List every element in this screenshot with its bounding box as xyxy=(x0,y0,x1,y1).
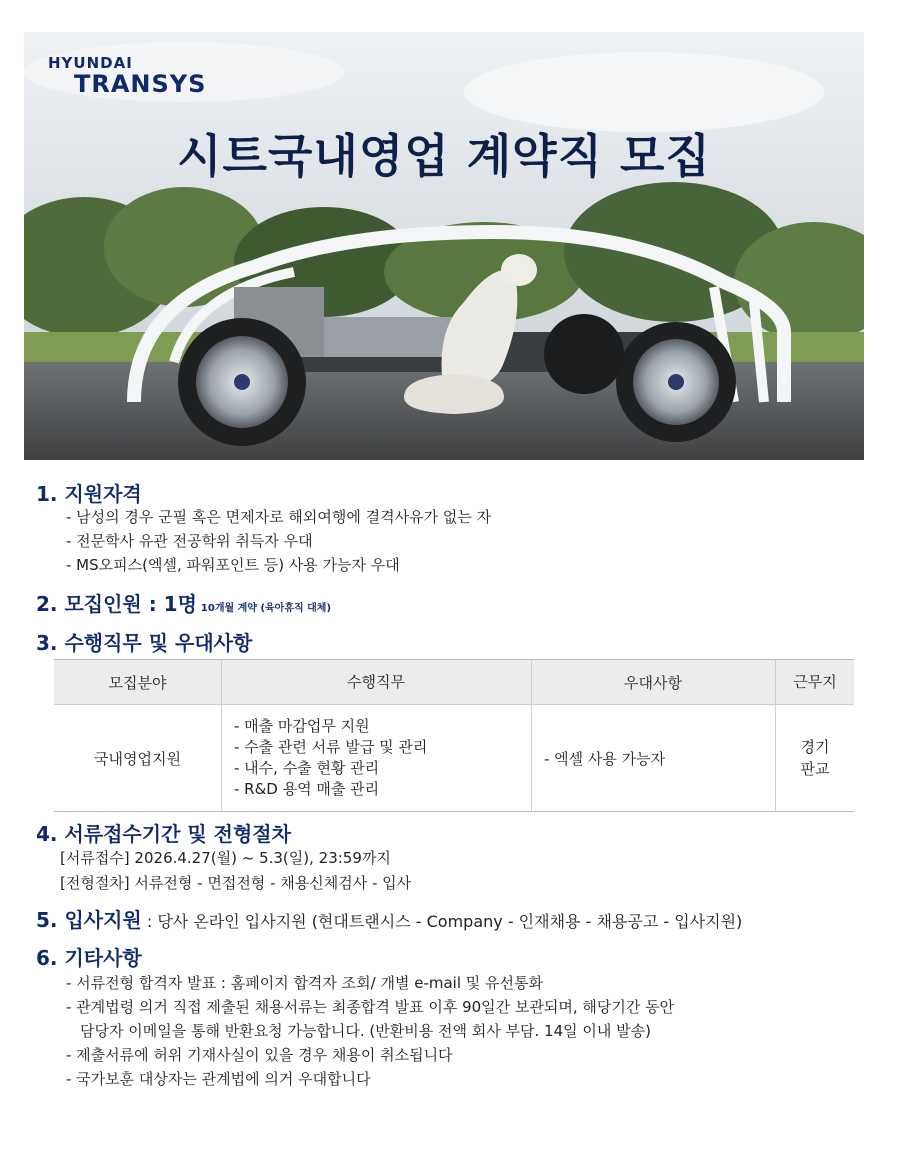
duty-item: - 내수, 수출 현황 관리 xyxy=(234,759,380,777)
duty-table xyxy=(54,659,854,812)
duty-item: - R&D 용역 매출 관리 xyxy=(234,780,380,798)
s1-item-2: - 전문학사 유관 전공학위 취득자 우대 xyxy=(66,532,313,550)
hero-banner xyxy=(24,32,864,460)
page-title: 시트국내영업 계약직 모집 xyxy=(177,129,711,183)
section-5-text: : 당사 온라인 입사지원 (현대트랜시스 - Company - 인재채용 - 채용공고 - 입사지원) xyxy=(141,912,743,931)
s6-item-4: - 국가보훈 대상자는 관계법에 의거 우대합니다 xyxy=(66,1070,371,1088)
s6-item-2: - 관계법령 의거 직접 제출된 채용서류는 최종합격 발표 이후 90일간 보관되며, 해당기간 동안 xyxy=(66,998,675,1016)
s6-item-1: - 서류전형 합격자 발표 : 홈페이지 합격자 조회/ 개별 e-mail 및 유선통화 xyxy=(66,974,544,992)
header-preference: 우대사항 xyxy=(532,660,776,705)
cell-preference: - 엑셀 사용 가능자 xyxy=(532,705,776,812)
section-2-note: 10개월 계약 (육아휴직 대체) xyxy=(200,603,332,614)
location-line: 판교 xyxy=(800,760,830,778)
section-3-heading: 3. 수행직무 및 우대사항 xyxy=(36,631,253,655)
duty-item: - 매출 마감업무 지원 xyxy=(234,717,370,735)
section-5-title: 5. 입사지원 xyxy=(36,908,142,932)
company-logo xyxy=(48,54,206,98)
cell-field: 국내영업지원 xyxy=(54,705,222,812)
section-2-heading xyxy=(36,588,331,617)
s1-item-3: - MS오피스(엑셀, 파워포인트 등) 사용 가능자 우대 xyxy=(66,556,400,574)
header-location: 근무지 xyxy=(776,660,855,705)
section-6-heading: 6. 기타사항 xyxy=(36,946,142,970)
section-2-title: 2. 모집인원 : 1명 xyxy=(36,592,197,616)
s4-item-1: [서류접수] 2026.4.27(월) ~ 5.3(일), 23:59까지 xyxy=(60,849,391,867)
section-5-heading xyxy=(36,904,742,933)
s1-item-1: - 남성의 경우 군필 혹은 면제자로 해외여행에 결격사유가 없는 자 xyxy=(66,508,492,526)
s6-item-2-cont: 담당자 이메일을 통해 반환요청 가능합니다. (반환비용 전액 회사 부담. 14일 이내 발송) xyxy=(80,1022,651,1040)
duty-item: - 수출 관련 서류 발급 및 관리 xyxy=(234,738,428,756)
table-header-row xyxy=(54,660,854,705)
location-line: 경기 xyxy=(800,738,830,756)
s4-item-2: [전형절차] 서류전형 - 면접전형 - 채용신체검사 - 입사 xyxy=(60,874,412,892)
table-row xyxy=(54,705,854,812)
cell-duties xyxy=(222,705,532,812)
section-4-heading: 4. 서류접수기간 및 전형절차 xyxy=(36,822,291,846)
header-field: 모집분야 xyxy=(54,660,222,705)
logo-bottom-text: TRANSYS xyxy=(74,70,207,98)
section-1-heading: 1. 지원자격 xyxy=(36,482,142,506)
header-duties: 수행직무 xyxy=(222,660,532,705)
logo-top-text: HYUNDAI xyxy=(48,54,133,72)
cell-location xyxy=(776,705,855,812)
s6-item-3: - 제출서류에 허위 기재사실이 있을 경우 채용이 취소됩니다 xyxy=(66,1046,453,1064)
